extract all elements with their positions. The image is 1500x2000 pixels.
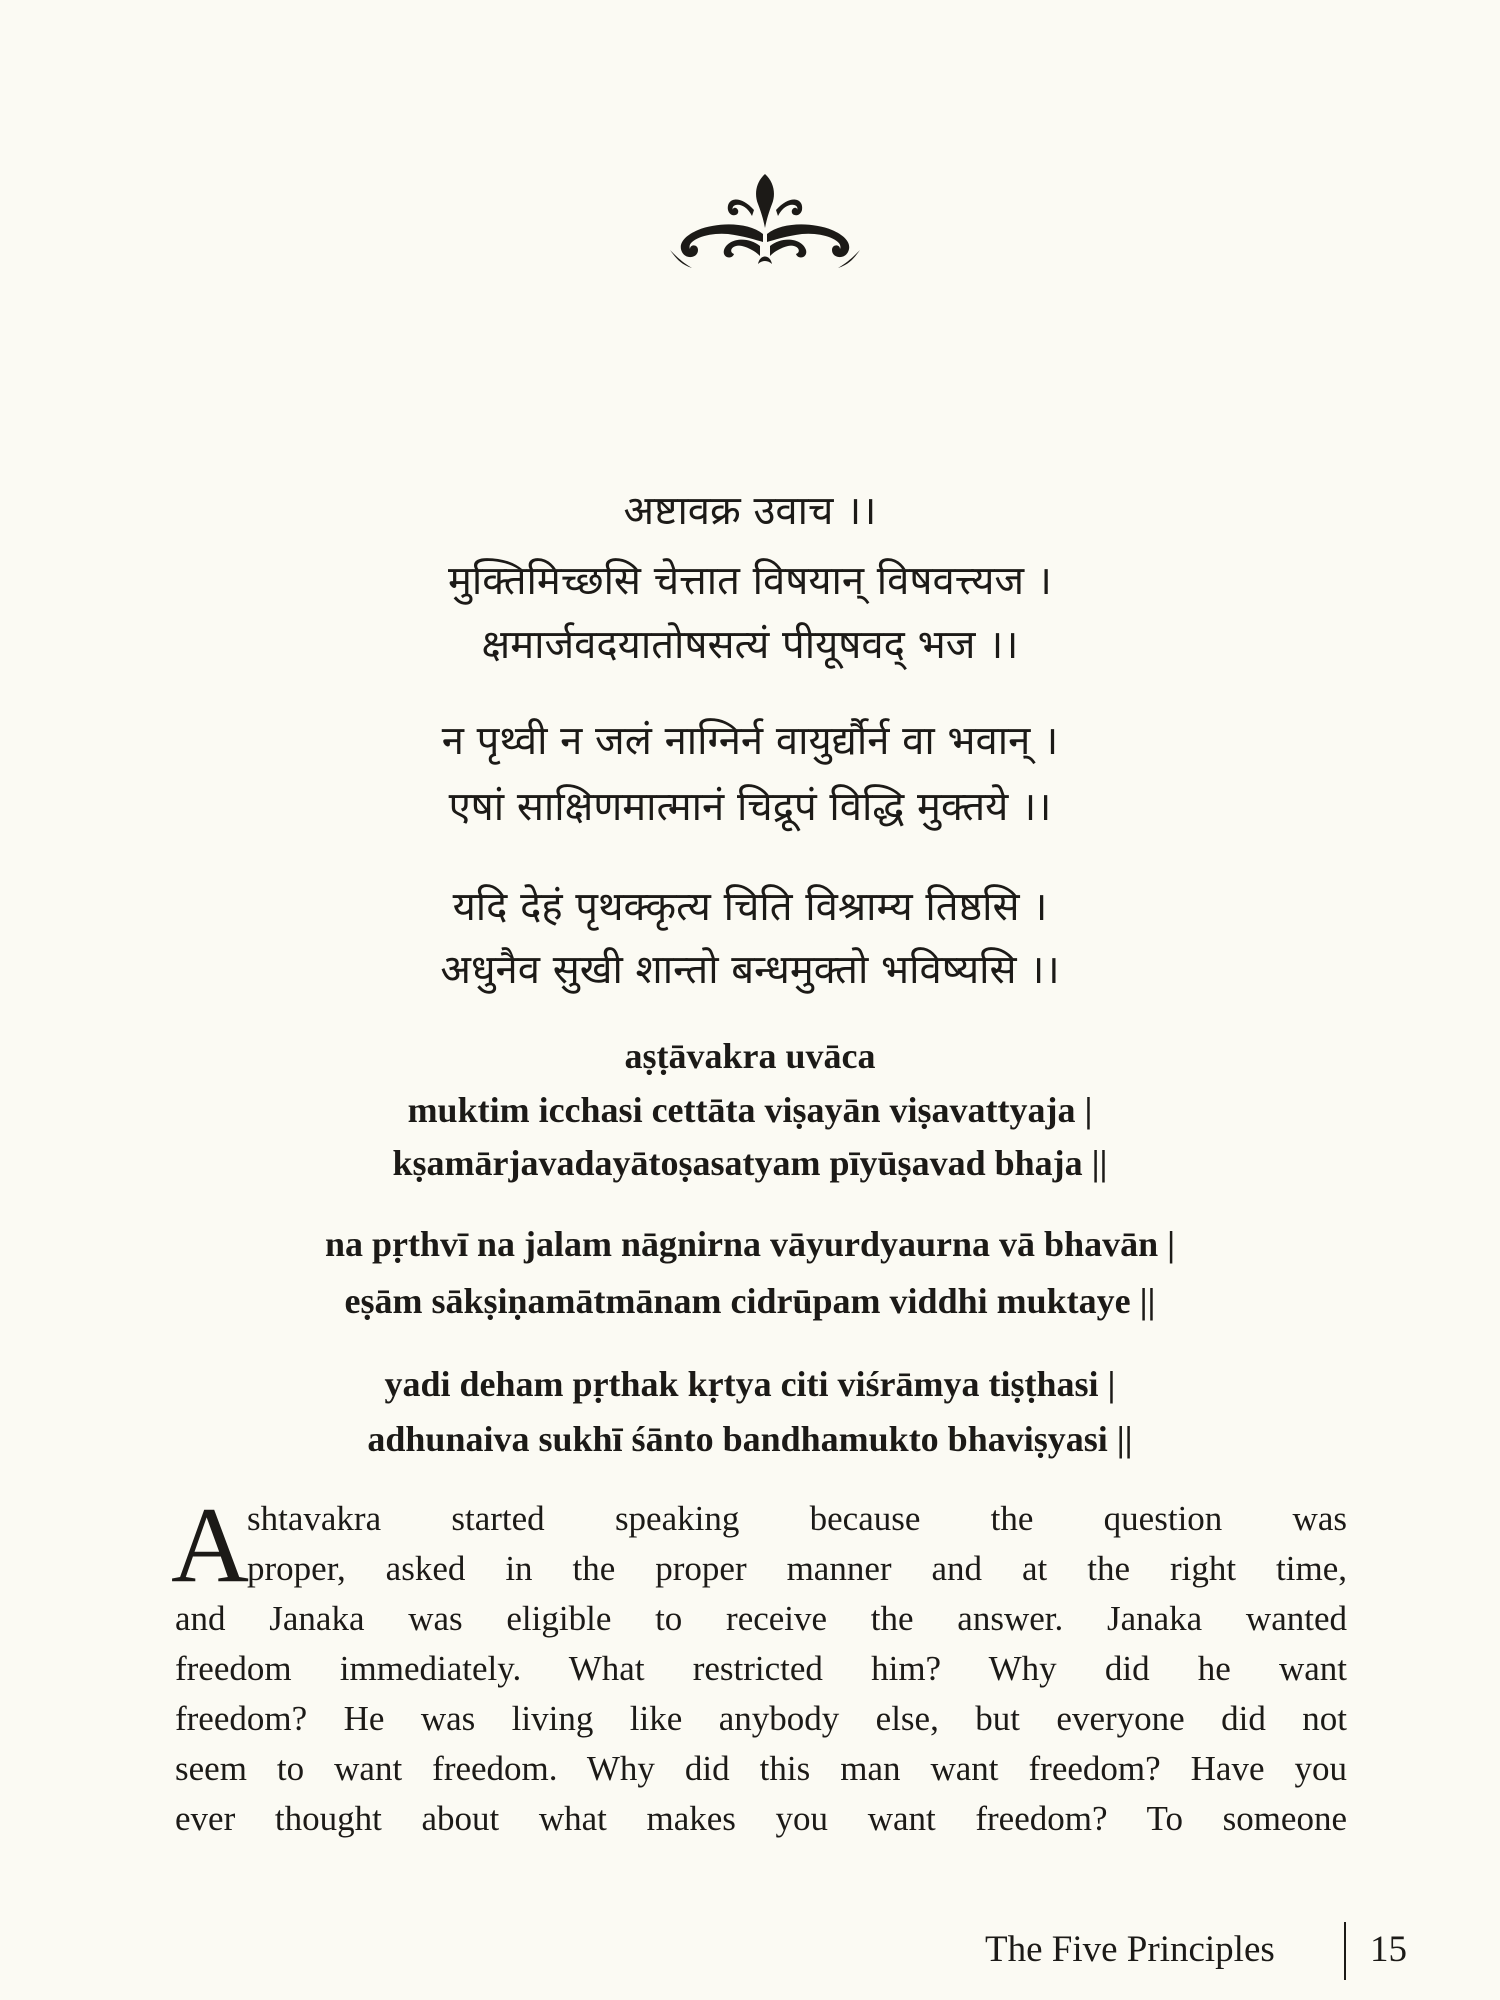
paragraph-line: and Janaka was eligible to receive the answer. Janaka wanted bbox=[175, 1599, 1347, 1638]
paragraph-line: freedom immediately. What restricted him? Why did he want bbox=[175, 1649, 1347, 1688]
verse-3-line-1-devanagari: यदि देहं पृथक्कृत्य चिति विश्राम्य तिष्ठसि । bbox=[452, 884, 1048, 930]
floral-ornament-icon bbox=[668, 172, 862, 272]
page-number: 15 bbox=[1370, 1929, 1407, 1970]
verse-1-line-2-devanagari: क्षमार्जवदयातोषसत्यं पीयूषवद् भज ।। bbox=[481, 622, 1019, 668]
verse-1-line-1-transliteration: muktim icchasi cettāta viṣayān viṣavattyaja | bbox=[407, 1090, 1093, 1130]
verse-2-line-2-transliteration: eṣām sākṣiṇamātmānam cidrūpam viddhi muktaye || bbox=[344, 1281, 1156, 1321]
footer-divider bbox=[1344, 1922, 1346, 1980]
verse-2-line-2-devanagari: एषां साक्षिणमात्मानं चिद्रूपं विद्धि मुक्तये ।। bbox=[448, 784, 1052, 830]
paragraph-line: seem to want freedom. Why did this man want freedom? Have you bbox=[175, 1749, 1347, 1788]
verse-heading-transliteration: aṣṭāvakra uvāca bbox=[624, 1036, 876, 1076]
paragraph-line: shtavakra started speaking because the question was bbox=[247, 1499, 1347, 1538]
verse-3-line-2-devanagari: अधुनैव सुखी शान्तो बन्धमुक्तो भविष्यसि ।। bbox=[440, 947, 1060, 993]
verse-2-line-1-transliteration: na pṛthvī na jalam nāgnirna vāyurdyaurna vā bhavān | bbox=[324, 1224, 1176, 1264]
verse-3-line-1-transliteration: yadi deham pṛthak kṛtya citi viśrāmya tiṣṭhasi | bbox=[384, 1364, 1116, 1404]
verse-1-line-2-transliteration: kṣamārjavadayātoṣasatyam pīyūṣavad bhaja || bbox=[392, 1143, 1108, 1183]
drop-cap: A bbox=[171, 1486, 249, 1605]
verse-1-line-1-devanagari: मुक्तिमिच्छसि चेत्तात विषयान् विषवत्त्यज । bbox=[448, 558, 1052, 604]
verse-2-line-1-devanagari: न पृथ्वी न जलं नाग्निर्न वायुर्द्यौर्न वा भवान् । bbox=[441, 718, 1059, 764]
paragraph-line: proper, asked in the proper manner and at the right time, bbox=[247, 1549, 1347, 1588]
verse-3-line-2-transliteration: adhunaiva sukhī śānto bandhamukto bhaviṣyasi || bbox=[367, 1419, 1133, 1459]
paragraph-line: ever thought about what makes you want freedom? To someone bbox=[175, 1799, 1347, 1838]
verse-heading-devanagari: अष्टावक्र उवाच ।। bbox=[623, 488, 877, 534]
commentary-paragraph bbox=[171, 1486, 1347, 1844]
paragraph-line: freedom? He was living like anybody else, but everyone did not bbox=[175, 1699, 1347, 1738]
running-footer-title: The Five Principles bbox=[985, 1929, 1275, 1970]
